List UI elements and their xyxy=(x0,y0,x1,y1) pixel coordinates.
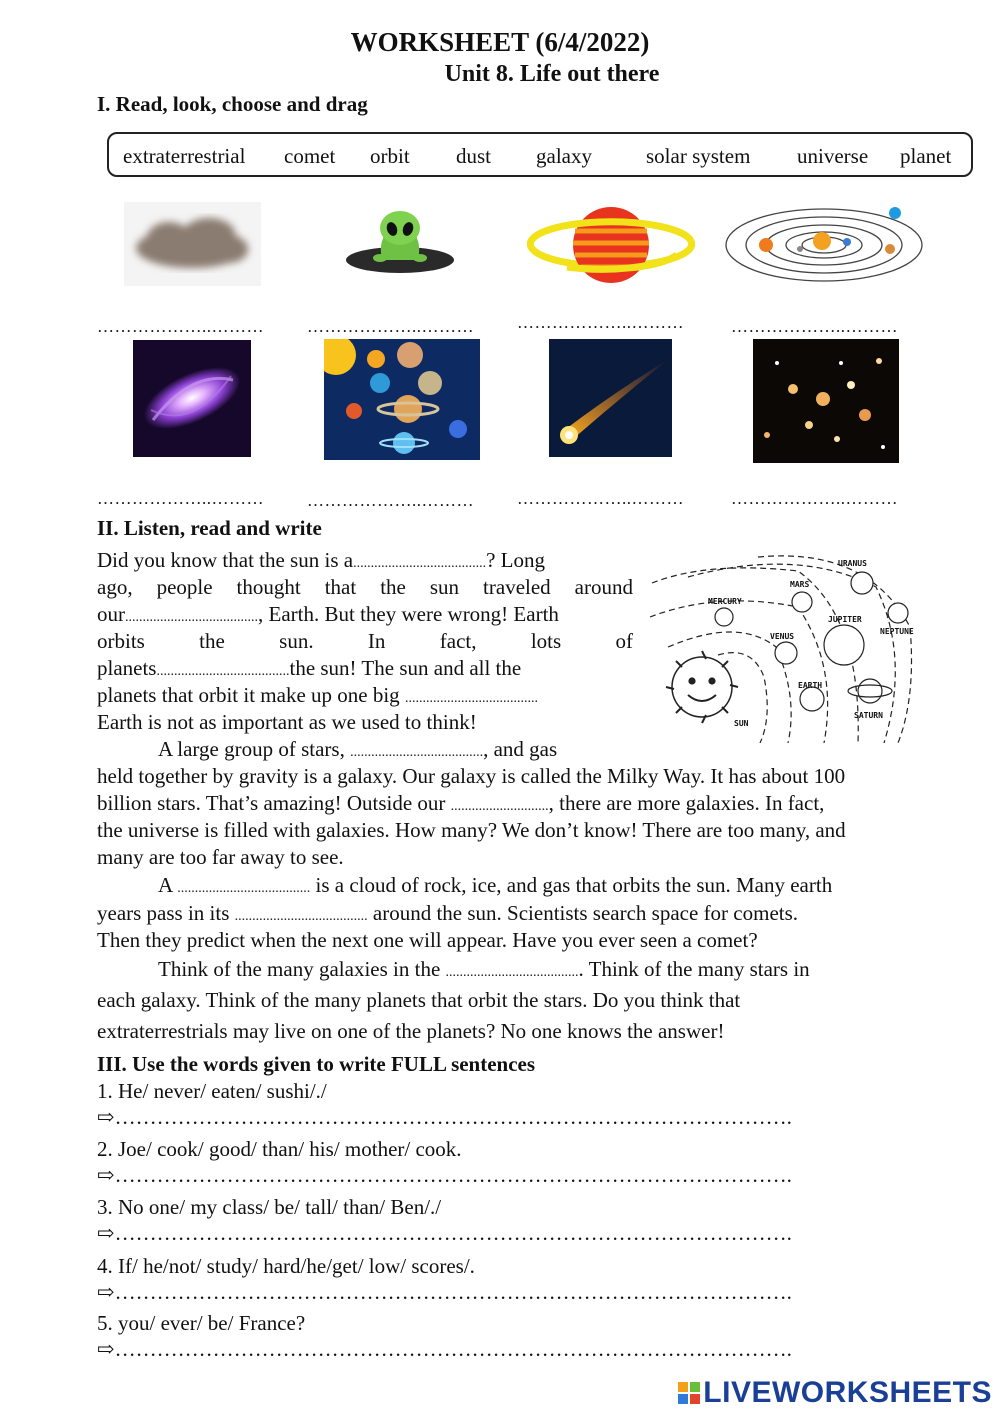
p2-line-2: held together by gravity is a galaxy. Our galaxy is called the Milky Way. It has about 100 xyxy=(97,764,846,788)
diagram-label-neptune: NEPTUNE xyxy=(880,627,914,636)
word-orbit[interactable]: orbit xyxy=(370,144,410,168)
diagram-label-saturn: SATURN xyxy=(854,711,883,720)
blank-6[interactable]: ............................ xyxy=(450,799,549,814)
word-bank xyxy=(107,132,973,177)
blank-1[interactable]: ...................................... xyxy=(353,556,487,571)
section1-heading: I. Read, look, choose and drag xyxy=(97,92,368,116)
blank-9[interactable]: ...................................... xyxy=(445,965,579,980)
p4-line-1: Think of the many galaxies in the ....................................... Think of the many stars in xyxy=(158,957,810,981)
answer-blank-3[interactable]: ………………..……… xyxy=(517,313,684,332)
sentence-prompt-5: 5. you/ ever/ be/ France? xyxy=(97,1311,306,1335)
p2-line-4: the universe is filled with galaxies. How many? We don’t know! There are too many, and xyxy=(97,818,846,842)
p1-line-3: our......................................, Earth. But they were wrong! Earth xyxy=(97,602,559,626)
word-dust[interactable]: dust xyxy=(456,144,492,168)
solar-system-planets-picture xyxy=(324,339,480,460)
blank-3[interactable]: ...................................... xyxy=(156,664,290,679)
answer-blank-5[interactable]: ………………..……… xyxy=(97,489,264,508)
p1-line-2: ago, people thought that the sun traveled around xyxy=(97,575,633,599)
worksheet-title: WORKSHEET (6/4/2022) xyxy=(350,27,650,57)
sentence-answer-1[interactable]: ⇨……………………………………………………………………………………. xyxy=(97,1105,792,1129)
answer-blank-4[interactable]: ………………..……… xyxy=(731,317,898,336)
p1-line-6: planets that orbit it make up one big ...................................... xyxy=(97,683,538,707)
answer-blank-1[interactable]: ………………..……… xyxy=(97,317,264,336)
p3-line-1: A ...................................... is a cloud of rock, ice, and gas that orbits the sun. Many earth xyxy=(158,873,833,897)
blank-4[interactable]: ...................................... xyxy=(404,691,538,706)
sentence-prompt-4: 4. If/ he/not/ study/ hard/he/get/ low/ scores/. xyxy=(97,1254,475,1278)
word-extraterrestrial[interactable]: extraterrestrial xyxy=(123,144,246,168)
answer-blank-7[interactable]: ………………..……… xyxy=(517,489,684,508)
answer-blank-2[interactable]: ………………..……… xyxy=(307,317,474,336)
word-universe[interactable]: universe xyxy=(797,144,869,168)
answer-blank-8[interactable]: ………………..……… xyxy=(731,489,898,508)
galaxy-picture xyxy=(133,340,251,457)
blank-2[interactable]: ...................................... xyxy=(125,610,258,625)
liveworksheets-icon xyxy=(677,1379,701,1403)
sentence-answer-4[interactable]: ⇨……………………………………………………………………………………. xyxy=(97,1280,792,1304)
sentence-prompt-2: 2. Joe/ cook/ good/ than/ his/ mother/ cook. xyxy=(97,1137,462,1161)
word-planet[interactable]: planet xyxy=(900,144,952,168)
p4-line-3: extraterrestrials may live on one of the planets? No one knows the answer! xyxy=(97,1019,725,1043)
word-galaxy[interactable]: galaxy xyxy=(536,144,592,168)
worksheet-subtitle: Unit 8. Life out there xyxy=(444,61,660,87)
dust-picture xyxy=(124,202,261,286)
p2-line-1: A large group of stars, ......................................, and gas xyxy=(158,737,558,761)
diagram-label-uranus: URANUS xyxy=(838,559,867,568)
sentence-prompt-3: 3. No one/ my class/ be/ tall/ than/ Ben/./ xyxy=(97,1195,442,1219)
sentence-prompt-1: 1. He/ never/ eaten/ sushi/./ xyxy=(97,1079,327,1103)
solar-system-diagram xyxy=(648,547,918,743)
p1-line-1: Did you know that the sun is a......................................? Long xyxy=(97,548,545,572)
sentence-answer-2[interactable]: ⇨……………………………………………………………………………………. xyxy=(97,1163,792,1187)
p4-line-2: each galaxy. Think of the many planets that orbit the stars. Do you think that xyxy=(97,988,741,1012)
section2-heading: II. Listen, read and write xyxy=(97,516,322,540)
universe-picture xyxy=(753,339,899,463)
diagram-label-earth: EARTH xyxy=(798,681,823,690)
alien-picture xyxy=(344,210,456,276)
p2-line-5: many are too far away to see. xyxy=(97,845,344,869)
planet-picture xyxy=(527,203,695,287)
sentence-answer-3[interactable]: ⇨……………………………………………………………………………………. xyxy=(97,1221,792,1245)
p1-line-7: Earth is not as important as we used to think! xyxy=(97,710,477,734)
diagram-label-venus: VENUS xyxy=(770,632,795,641)
diagram-label-mars: MARS xyxy=(790,580,810,589)
blank-5[interactable]: ...................................... xyxy=(350,745,484,760)
word-comet[interactable]: comet xyxy=(284,144,336,168)
section3-heading: III. Use the words given to write FULL sentences xyxy=(97,1052,536,1076)
liveworksheets-logo: LIVEWORKSHEETS xyxy=(677,1376,992,1410)
p3-line-2: years pass in its ...................................... around the sun. Scientists search space for comets. xyxy=(97,901,799,925)
word-solar-system[interactable]: solar system xyxy=(646,144,751,168)
diagram-label-jupiter: JUPITER xyxy=(828,615,862,624)
sentence-answer-5[interactable]: ⇨……………………………………………………………………………………. xyxy=(97,1337,792,1361)
blank-7[interactable]: ...................................... xyxy=(177,881,311,896)
blank-8[interactable]: ...................................... xyxy=(234,909,368,924)
p1-line-4: orbits the sun. In fact, lots of xyxy=(97,629,633,653)
p1-line-5: planets......................................the sun! The sun and all the xyxy=(97,656,522,680)
p2-line-3: billion stars. That’s amazing! Outside our ............................, there are more galaxies. In fact, xyxy=(97,791,825,815)
p3-line-3: Then they predict when the next one will appear. Have you ever seen a comet? xyxy=(97,928,758,952)
answer-blank-6[interactable]: ………………..……… xyxy=(307,491,474,510)
diagram-label-sun: SUN xyxy=(734,719,749,728)
solar-system-picture xyxy=(724,205,928,285)
diagram-label-mercury: MERCURY xyxy=(708,597,742,606)
comet-picture xyxy=(549,339,672,457)
